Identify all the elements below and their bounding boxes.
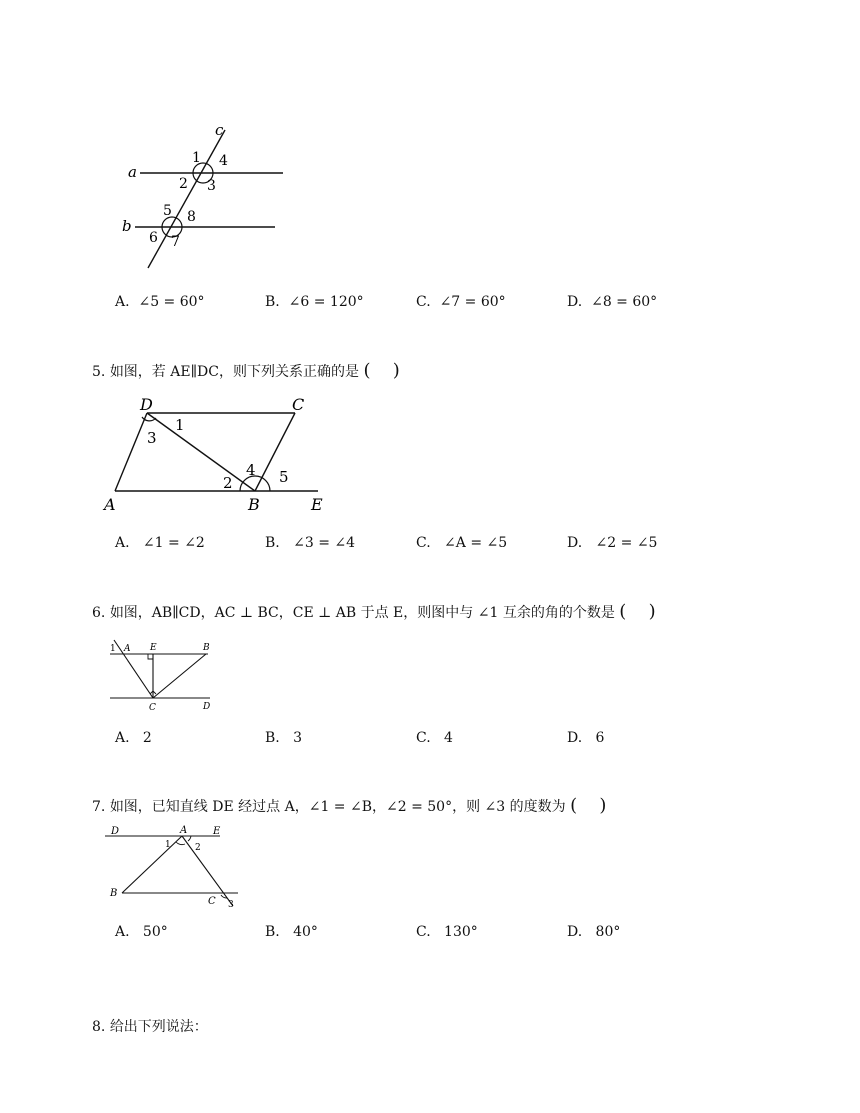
label-A: A bbox=[180, 825, 188, 836]
q5-option-c[interactable]: C. ∠A = ∠5 bbox=[416, 535, 508, 551]
q8-text: 给出下列说法： bbox=[109, 1019, 208, 1035]
label-B: B bbox=[203, 643, 210, 653]
label-4: 4 bbox=[219, 153, 228, 169]
q7-figure bbox=[100, 823, 245, 913]
q5-stem: 5. 如图，若 AE∥DC，则下列关系正确的是 ( ) bbox=[92, 360, 400, 381]
label-4: 4 bbox=[246, 461, 256, 479]
q7-option-d[interactable]: D. 80° bbox=[567, 924, 621, 940]
label-E: E bbox=[311, 495, 323, 514]
q5-text: 如图，若 AE∥DC，则下列关系正确的是 bbox=[109, 364, 359, 380]
q5-option-a[interactable]: A. ∠1 = ∠2 bbox=[115, 535, 205, 551]
q6-option-a[interactable]: A. 2 bbox=[115, 730, 152, 746]
q6-figure bbox=[105, 636, 220, 714]
q7-number: 7. bbox=[92, 799, 106, 815]
q6-stem: 6. 如图，AB∥CD，AC ⊥ BC，CE ⊥ AB 于点 E，则图中与 ∠1 互余的角的个数是 ( ) bbox=[92, 601, 656, 622]
q4-option-d[interactable]: D. ∠8 = 60° bbox=[567, 294, 658, 310]
q6-option-d[interactable]: D. 6 bbox=[567, 730, 605, 746]
label-7: 7 bbox=[171, 234, 180, 250]
q4-option-a[interactable]: A. ∠5 = 60° bbox=[115, 294, 205, 310]
label-C: C bbox=[292, 395, 305, 414]
q8-number: 8. bbox=[92, 1019, 106, 1035]
label-8: 8 bbox=[187, 209, 196, 225]
label-5: 5 bbox=[279, 468, 289, 486]
label-3: 3 bbox=[207, 178, 216, 194]
q8-stem bbox=[92, 1017, 208, 1037]
label-E: E bbox=[213, 826, 221, 837]
q5-figure bbox=[100, 393, 335, 518]
q7-text: 如图，已知直线 DE 经过点 A，∠1 = ∠B，∠2 = 50°，则 ∠3 的度数为 bbox=[109, 799, 566, 815]
q7-option-b[interactable]: B. 40° bbox=[265, 924, 318, 940]
q6-text: 如图，AB∥CD，AC ⊥ BC，CE ⊥ AB 于点 E，则图中与 ∠1 互余的角的个数是 bbox=[109, 605, 615, 621]
label-6: 6 bbox=[149, 230, 158, 246]
label-E: E bbox=[150, 643, 157, 653]
label-D: D bbox=[140, 395, 153, 414]
label-5: 5 bbox=[163, 203, 172, 219]
label-A: A bbox=[124, 644, 131, 654]
label-2: 2 bbox=[223, 474, 233, 492]
q6-number: 6. bbox=[92, 605, 106, 621]
q6-option-b[interactable]: B. 3 bbox=[265, 730, 303, 746]
q6-option-c[interactable]: C. 4 bbox=[416, 730, 453, 746]
label-1: 1 bbox=[175, 416, 185, 434]
label-B: B bbox=[110, 888, 118, 899]
q4-option-c[interactable]: C. ∠7 = 60° bbox=[416, 294, 506, 310]
label-3: 3 bbox=[228, 900, 234, 910]
label-b: b bbox=[122, 217, 132, 235]
q7-option-a[interactable]: A. 50° bbox=[115, 924, 168, 940]
label-1: 1 bbox=[165, 840, 171, 850]
line-c bbox=[148, 130, 225, 268]
label-2: 2 bbox=[195, 843, 201, 853]
label-A: A bbox=[104, 495, 116, 514]
q5-option-b[interactable]: B. ∠3 = ∠4 bbox=[265, 535, 356, 551]
q7-option-c[interactable]: C. 130° bbox=[416, 924, 478, 940]
q4-option-b[interactable]: B. ∠6 = 120° bbox=[265, 294, 364, 310]
q5-number: 5. bbox=[92, 364, 106, 380]
q7-stem: 7. 如图，已知直线 DE 经过点 A，∠1 = ∠B，∠2 = 50°，则 ∠3 的度数为 ( ) bbox=[92, 795, 607, 816]
label-D: D bbox=[111, 826, 120, 837]
label-2: 2 bbox=[179, 176, 188, 192]
label-a: a bbox=[128, 163, 137, 181]
label-C: C bbox=[208, 896, 216, 907]
label-c: c bbox=[215, 121, 224, 139]
label-B: B bbox=[248, 495, 260, 514]
label-1: 1 bbox=[110, 644, 116, 654]
q4-figure bbox=[115, 120, 295, 275]
q5-option-d[interactable]: D. ∠2 = ∠5 bbox=[567, 535, 658, 551]
label-C: C bbox=[149, 703, 156, 713]
label-3: 3 bbox=[147, 429, 157, 447]
label-1: 1 bbox=[192, 150, 201, 166]
label-D: D bbox=[203, 702, 211, 712]
